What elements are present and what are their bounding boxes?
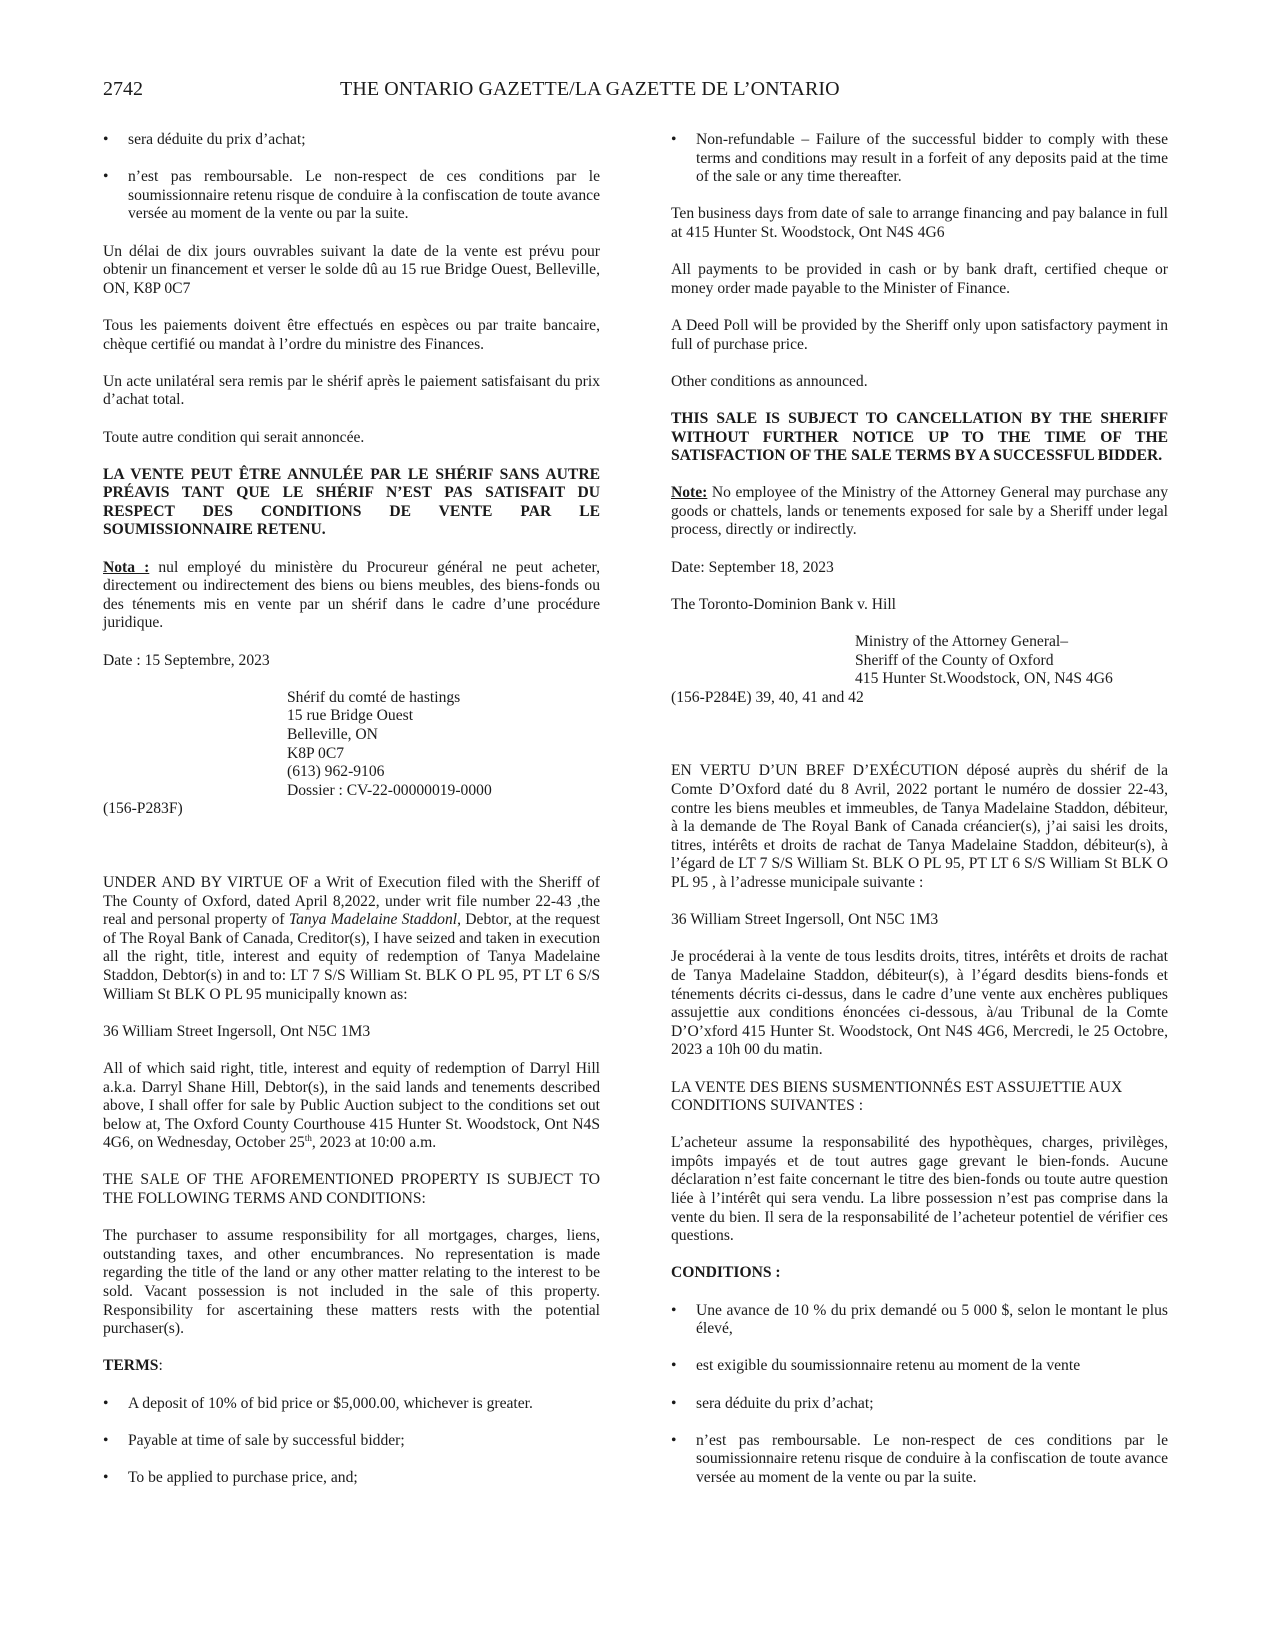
signature-line: Ministry of the Attorney General– bbox=[855, 633, 1069, 651]
paragraph-delai: Un délai de dix jours ouvrables suivant la date de la vente est prévu pour obtenir un financement et verser le solde dû au 15 rue Bridge Ouest, Belleville, ON, K8P 0C7 bbox=[103, 242, 600, 297]
bullet-item bbox=[671, 1395, 1168, 1414]
bullet-icon: • bbox=[671, 1431, 677, 1449]
writ-paragraph bbox=[103, 874, 600, 1004]
writ-text: , Debtor, at the request of The Royal Bank of Canada, Creditor(s), I have seized and taken in execution all the right, title, interest and equity of redemption of Tanya Madelaine Staddon, Debtor(s) in and to: LT 7 S/S William St. BLK O PL 95, PT LT 6 S/S William St BLK O PL 95 municipally known as: bbox=[103, 911, 600, 1003]
bullet-icon: • bbox=[103, 1468, 109, 1486]
signature-block-en bbox=[671, 633, 1168, 689]
bullet-item bbox=[671, 131, 1168, 187]
signature-block-fr bbox=[103, 689, 600, 801]
date-en: Date: September 18, 2023 bbox=[671, 558, 834, 576]
bullet-icon: • bbox=[671, 1357, 677, 1375]
bullet-text: Non-refundable – Failure of the successful bidder to comply with these terms and conditions may result in a forfeit of any deposits paid at the time of the sale or any time thereafter. bbox=[696, 131, 1168, 186]
writ-lead: UNDER AND BY VIRTUE OF bbox=[103, 873, 309, 891]
vente-assujettie-heading: LA VENTE DES BIENS SUSMENTIONNÉS EST ASSUJETTIE AUX CONDITIONS SUIVANTES : bbox=[671, 1078, 1123, 1115]
bref-text: déposé auprès du shérif de la Comte D’Oxford daté du 8 Avril, 2022 portant le numéro de dossier 22-43, contre les biens meubles et immeubles, de Tanya Madelaine Staddon, débiteur, à la demande de The Royal Bank of Canada créancier(s), j’ai saisi les droits, titres, intérêts et droits de rachat de Tanya Madelaine Staddon, débiteur(s), à l’égard de LT 7 S/S William St. BLK O PL 95, PT LT 6 S/S William St BLK O PL 95 , à l’adresse municipale suivante : bbox=[671, 762, 1168, 891]
bullet-text: To be applied to purchase price, and; bbox=[128, 1468, 358, 1486]
purchaser-paragraph: The purchaser to assume responsibility for all mortgages, charges, liens, outstanding taxes, and other encumbrances. No representation is made regarding the title of the land or any other matter relating to the interest to be sold. Vacant possession is not included in the sale of this property. Responsibility for ascertaining these matters rests with the potential purchaser(s). bbox=[103, 1227, 600, 1338]
bullet-item bbox=[671, 1357, 1168, 1376]
signature-line: Sheriff of the County of Oxford bbox=[855, 651, 1054, 669]
paragraph-deed: A Deed Poll will be provided by the Sheriff only upon satisfactory payment in full of purchase price. bbox=[671, 316, 1168, 353]
bullet-text: est exigible du soumissionnaire retenu au moment de la vente bbox=[696, 1357, 1081, 1375]
signature-line: Shérif du comté de hastings bbox=[287, 688, 461, 706]
bullet-icon: • bbox=[103, 1394, 109, 1412]
nota-paragraph bbox=[103, 559, 600, 633]
property-address: 36 William Street Ingersoll, Ont N5C 1M3 bbox=[103, 1022, 371, 1040]
signature-line: Dossier : CV-22-00000019-0000 bbox=[287, 781, 492, 799]
bullet-icon: • bbox=[103, 168, 109, 186]
publication-title: THE ONTARIO GAZETTE/LA GAZETTE DE L’ONTARIO bbox=[340, 78, 840, 100]
nota-text: nul employé du ministère du Procureur général ne peut acheter, directement ou indirectement des biens ou biens meubles, des biens-fonds ou des ténements mis en vente par un shérif dans le cadre d’une procédure juridique. bbox=[103, 558, 600, 632]
page-number: 2742 bbox=[103, 78, 143, 100]
date-fr: Date : 15 Septembre, 2023 bbox=[103, 651, 270, 669]
paragraph-acte: Un acte unilatéral sera remis par le shérif après le paiement satisfaisant du prix d’achat total. bbox=[103, 372, 600, 409]
bullet-icon: • bbox=[671, 131, 677, 148]
left-column bbox=[103, 131, 600, 1506]
right-column bbox=[671, 131, 1168, 1506]
paragraph-paiements: Tous les paiements doivent être effectués en espèces ou par traite bancaire, chèque certifié ou mandat à l’ordre du ministre des Finances. bbox=[103, 316, 600, 353]
bullet-item bbox=[671, 1432, 1168, 1488]
note-label: Note: bbox=[671, 484, 708, 502]
bullet-item bbox=[103, 1432, 600, 1451]
ordinal-suffix: th bbox=[304, 1133, 312, 1144]
cancellation-notice-en: THIS SALE IS SUBJECT TO CANCELLATION BY THE SHERIFF WITHOUT FURTHER NOTICE UP TO THE TIME OF THE SATISFACTION OF THE SALE TERMS BY A SUCCESSFUL BIDDER. bbox=[671, 409, 1168, 465]
bullet-text: Payable at time of sale by successful bidder; bbox=[128, 1431, 405, 1449]
cancellation-notice-fr: LA VENTE PEUT ÊTRE ANNULÉE PAR LE SHÉRIF SANS AUTRE PRÉAVIS TANT QUE LE SHÉRIF N’EST PAS SATISFAIT DU RESPECT DES CONDITIONS DE VENTE PAR LE SOUMISSIONNAIRE RETENU. bbox=[103, 465, 600, 539]
acheteur-paragraph: L’acheteur assume la responsabilité des hypothèques, charges, privilèges, impôts impayés et de tout autres gage grevant le bien-fonds. Aucune déclaration n’est faite concernant le titre des bien-fonds ou toute autre question liée à l’intérêt qui sera vendu. La libre possession n’est pas comprise dans la vente du bien. Il sera de la responsabilité de l’acheteur potentiel de vérifier ces questions. bbox=[671, 1134, 1168, 1245]
bullet-item bbox=[103, 131, 600, 150]
auction-text: , 2023 at 10:00 a.m. bbox=[311, 1134, 437, 1152]
terms-colon: : bbox=[158, 1357, 163, 1375]
note-text: No employee of the Ministry of the Attorney General may purchase any goods or chattels, lands or tenements exposed for sale by a Sheriff under legal process, directly or indirectly. bbox=[671, 484, 1168, 539]
auction-text: All of which said right, title, interest and equity of redemption of Darryl Hill a.k.a. Darryl Shane Hill, Debtor(s), in the said lands and tenements described above, I shall offer for sale by Public Auction subject to the conditions set out below at, The Oxford County Courthouse 415 Hunter St. Woodstock, Ont N4S 4G6, on Wednesday, October 25 bbox=[103, 1059, 600, 1152]
note-paragraph bbox=[671, 484, 1168, 540]
paragraph-autre: Toute autre condition qui serait annoncée. bbox=[103, 428, 365, 446]
bullet-item bbox=[103, 1395, 600, 1414]
paragraph-other: Other conditions as announced. bbox=[671, 372, 868, 390]
bref-paragraph bbox=[671, 762, 1168, 892]
signature-line: (613) 962-9106 bbox=[287, 763, 385, 781]
bullet-icon: • bbox=[103, 1431, 109, 1449]
reference-code: (156-P284E) 39, 40, 41 and 42 bbox=[671, 688, 864, 706]
reference-code: (156-P283F) bbox=[103, 800, 183, 818]
paragraph-payments: All payments to be provided in cash or by bank draft, certified cheque or money order made payable to the Minister of Finance. bbox=[671, 261, 1168, 297]
terms-label: TERMS bbox=[103, 1357, 159, 1375]
bullet-text: sera déduite du prix d’achat; bbox=[128, 131, 306, 148]
bullet-text: n’est pas remboursable. Le non-respect de ces conditions par le soumissionnaire retenu risque de conduire à la confiscation de toute avance versée au moment de la vente ou par la suite. bbox=[128, 168, 600, 223]
bullet-text: n’est pas remboursable. Le non-respect de ces conditions par le soumissionnaire retenu risque de conduire à la confiscation de toute avance versée au moment de la vente ou par la suite. bbox=[696, 1431, 1168, 1486]
bullet-icon: • bbox=[103, 131, 109, 148]
signature-line: K8P 0C7 bbox=[287, 744, 345, 762]
nota-label: Nota : bbox=[103, 558, 150, 576]
bullet-icon: • bbox=[671, 1301, 677, 1319]
bullet-icon: • bbox=[671, 1394, 677, 1412]
bullet-item bbox=[671, 1302, 1168, 1339]
signature-line: 415 Hunter St.Woodstock, ON, N4S 4G6 bbox=[855, 670, 1113, 688]
bullet-text: sera déduite du prix d’achat; bbox=[696, 1394, 874, 1412]
conditions-heading: CONDITIONS : bbox=[671, 1264, 781, 1282]
paragraph-ten-days: Ten business days from date of sale to arrange financing and pay balance in full at 415 Hunter St. Woodstock, Ont N4S 4G6 bbox=[671, 205, 1168, 241]
bullet-text: Une avance de 10 % du prix demandé ou 5 000 $, selon le montant le plus élevé, bbox=[696, 1301, 1168, 1338]
bullet-item bbox=[103, 168, 600, 224]
bullet-text: A deposit of 10% of bid price or $5,000.00, whichever is greater. bbox=[128, 1394, 533, 1412]
terms-heading bbox=[103, 1357, 600, 1376]
auction-paragraph bbox=[103, 1060, 600, 1153]
case-name: The Toronto-Dominion Bank v. Hill bbox=[671, 595, 896, 613]
property-address: 36 William Street Ingersoll, Ont N5C 1M3 bbox=[671, 911, 939, 929]
signature-line: Belleville, ON bbox=[287, 726, 378, 743]
bullet-item bbox=[103, 1469, 600, 1488]
signature-line: 15 rue Bridge Ouest bbox=[287, 707, 414, 725]
debtor-name: Tanya Madelaine Staddonl bbox=[288, 911, 458, 929]
page-header bbox=[103, 78, 1175, 108]
bref-lead: EN VERTU D’UN BREF D’EXÉCUTION bbox=[671, 762, 959, 780]
sale-subject-heading: THE SALE OF THE AFOREMENTIONED PROPERTY IS SUBJECT TO THE FOLLOWING TERMS AND CONDITIONS: bbox=[103, 1171, 600, 1208]
writ-text: a Writ of Execution filed with the Sheriff of The County of Oxford, dated April 8,2022, under writ file number 22-43 ,the real and personal property of bbox=[103, 873, 600, 929]
je-procederai-paragraph: Je procéderai à la vente de tous lesdits droits, titres, intérêts et droits de rachat de Tanya Madelaine Staddon, débiteur(s), à l’égard desdits biens-fonds et ténements décrits ci-dessus, dans le cadre d’une vente aux enchères publiques assujettie aux conditions énoncées ci-dessous, à/au Tribunal de la Comte D’O’xford 415 Hunter St. Woodstock, Ont N4S 4G6, Mercredi, le 25 Octobre, 2023 a 10h 00 du matin. bbox=[671, 948, 1168, 1059]
